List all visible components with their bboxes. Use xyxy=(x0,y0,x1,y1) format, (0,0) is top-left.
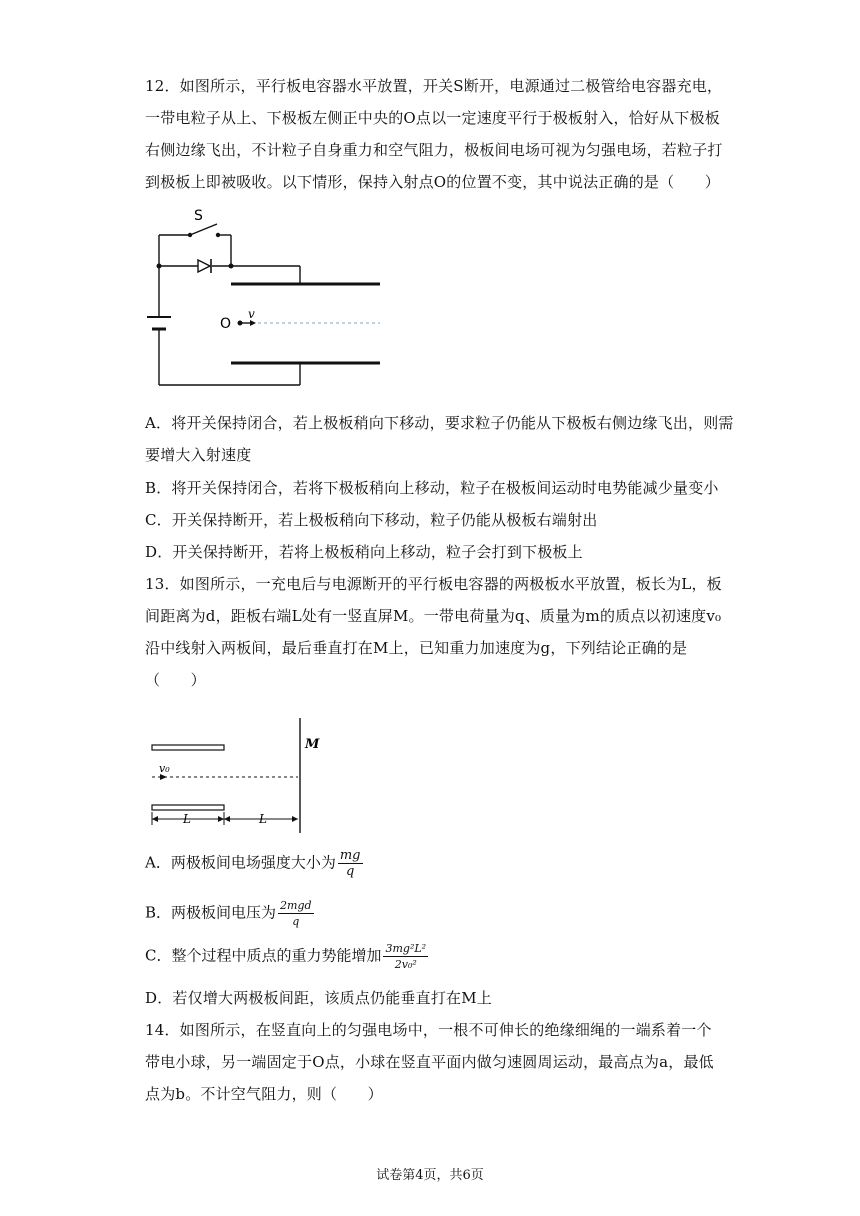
q12-option-b: B．将开关保持闭合，若将下极板稍向上移动，粒子在极板间运动时电势能减少量变小 xyxy=(145,479,719,497)
q12-option-c: C．开关保持断开，若上极板稍向下移动，粒子仍能从极板右端射出 xyxy=(145,511,598,529)
switch-contact-right xyxy=(216,233,220,237)
q12-circuit-figure xyxy=(140,205,390,390)
q12-option-a: A．将开关保持闭合，若上极板稍向下移动，要求粒子仍能从下极板右侧边缘飞出，则需要增大入射速度 xyxy=(145,414,734,464)
lower-plate xyxy=(152,805,224,810)
q14-stem: 14．如图所示，在竖直向上的匀强电场中，一根不可伸长的绝缘细绳的一端系着一个带电小球，另一端固定于O点，小球在竖直平面内做匀速圆周运动，最高点为a，最低点为b。不计空气阻力，则（ ） xyxy=(145,1021,714,1103)
junction-right xyxy=(229,264,234,269)
switch-contact-left xyxy=(188,233,192,237)
q13-option-a: A．两极板间电场强度大小为 $\frac{mg}{q}$ xyxy=(145,848,361,879)
fraction-a: $\frac{mg}{q}$ xyxy=(339,848,361,879)
q13-option-b: B．两极板间电压为 $\frac{\text{2mgd}}{q}$ xyxy=(145,899,312,928)
switch-blade xyxy=(190,224,217,235)
page-footer: 试卷第4页，共6页 xyxy=(376,1168,484,1183)
length-label-gap: L xyxy=(259,812,267,826)
q12-stem: 12．如图所示，平行板电容器水平放置，开关S断开，电源通过二极管给电容器充电，一带电粒子从上、下极板左侧正中央的O点以一定速度平行于极板射入，恰好从下极板右侧边缘飞出，不计粒子自身重力和空气阻力，极板间电场可视为匀强电场，若粒子打到极板上即被吸收。以下情形，保持入射点O的位置不变，其中说法正确的是（ ） xyxy=(145,77,723,191)
q12-option-d: D．开关保持断开，若将上极板稍向上移动，粒子会打到下极板上 xyxy=(145,543,583,561)
junction-left xyxy=(157,264,162,269)
length-label-plate: L xyxy=(183,812,191,826)
q13-option-c: C．整个过程中质点的重力势能增加 $\frac{\text{3mg²L²}}{\text{2v₀²}}$ xyxy=(145,942,427,971)
v0-label: v₀ xyxy=(159,762,170,775)
velocity-label: v xyxy=(248,307,255,321)
screen-label: M xyxy=(305,737,320,752)
diode-icon xyxy=(198,260,210,272)
q13-capacitor-figure xyxy=(145,715,335,840)
fraction-c: $\frac{\text{3mg²L²}}{\text{2v₀²}}$ xyxy=(385,942,427,971)
switch-label: S xyxy=(194,208,203,224)
point-o-label: O xyxy=(220,316,232,332)
fraction-b: $\frac{\text{2mgd}}{q}$ xyxy=(280,899,312,928)
q13-option-d: D．若仅增大两极板间距，该质点仍能垂直打在M上 xyxy=(145,989,492,1007)
q13-stem: 13．如图所示，一充电后与电源断开的平行板电容器的两极板水平放置，板长为L，板间距离为d，距板右端L处有一竖直屏M。一带电荷量为q、质量为m的质点以初速度v₀沿中线射入两板间，最后垂直打在M上，已知重力加速度为g，下列结论正确的是（ ） xyxy=(145,575,722,689)
upper-plate xyxy=(152,745,224,750)
